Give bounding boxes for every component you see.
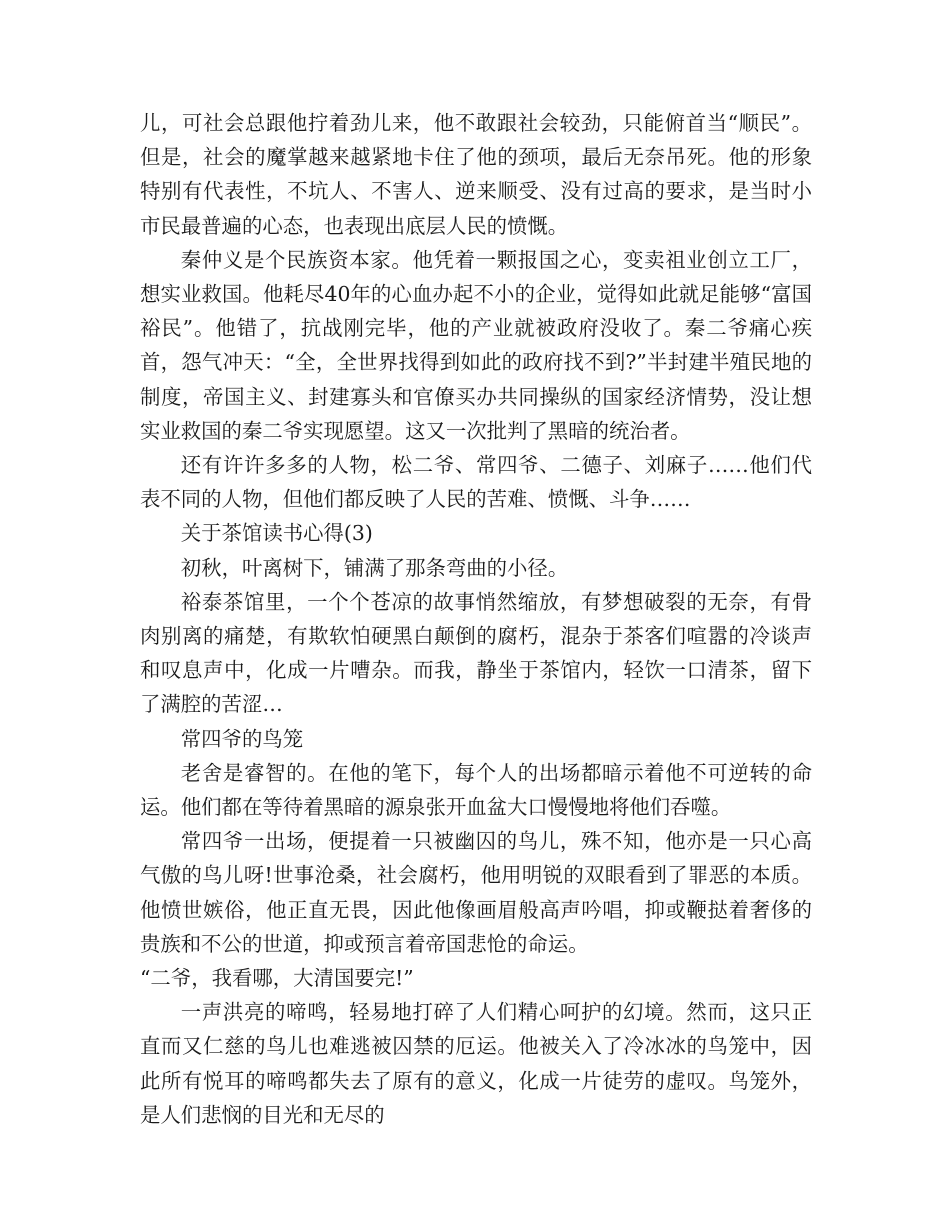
document-page (140, 106, 812, 1132)
paragraph-bird-cry: 一声洪亮的啼鸣，轻易地打碎了人们精心呵护的幻境。然而，这只正直而又仁慈的鸟儿也难逃被囚禁的厄运。他被关入了冷冰冰的鸟笼中，因此所有悦耳的啼鸣都失去了原有的意义，化成一片徒劳的虚叹。鸟笼外，是人们悲悯的目光和无尽的 (140, 1000, 812, 1127)
subheading-birdcage: 常四爷的鸟笼 (180, 726, 304, 751)
quote-line: “二爷，我看哪，大清国要完!” (140, 966, 414, 991)
paragraph-early-autumn: 初秋，叶离树下，铺满了那条弯曲的小径。 (180, 555, 569, 580)
paragraph-lao-she: 老舍是睿智的。在他的笔下，每个人的出场都暗示着他不可逆转的命运。他们都在等待着黑暗的源泉张开血盆大口慢慢地将他们吞噬。 (140, 760, 812, 820)
paragraph-chang-siye: 常四爷一出场，便提着一只被幽囚的鸟儿，殊不知，他亦是一只心高气傲的鸟儿呀!世事沧桑，社会腐朽，他用明锐的双眼看到了罪恶的本质。他愤世嫉俗，他正直无畏，因此他像画眉般高声吟唱，抑或鞭挞着奢侈的贵族和不公的世道，抑或预言着帝国悲怆的命运。 (140, 829, 812, 956)
section-heading: 关于茶馆读书心得(3) (180, 521, 373, 546)
paragraph-yutai-teahouse: 裕泰茶馆里，一个个苍凉的故事悄然缩放，有梦想破裂的无奈，有骨肉别离的痛楚，有欺软怕硬黑白颠倒的腐朽，混杂于茶客们喧嚣的冷谈声和叹息声中，化成一片嘈杂。而我，静坐于茶馆内，轻饮一口清茶，留下了满腔的苦涩… (140, 589, 812, 717)
paragraph-continuation: 儿，可社会总跟他拧着劲儿来，他不敢跟社会较劲，只能俯首当“顺民”。但是，社会的魔掌越来越紧地卡住了他的颈项，最后无奈吊死。他的形象特别有代表性，不坑人、不害人、逆来顺受、没有过高的要求，是当时小市民最普遍的心态，也表现出底层人民的愤慨。 (140, 111, 812, 238)
paragraph-qin-zhongyi: 秦仲义是个民族资本家。他凭着一颗报国之心，变卖祖业创立工厂，想实业救国。他耗尽40年的心血办起不小的企业，觉得如此就足能够“富国裕民”。他错了，抗战刚完毕，他的产业就被政府没收了。秦二爷痛心疾首，怨气冲天：“全，全世界找得到如此的政府找不到?”半封建半殖民地的制度，帝国主义、封建寡头和官僚买办共同操纵的国家经济情势，没让想实业救国的秦二爷实现愿望。这又一次批判了黑暗的统治者。 (140, 247, 812, 443)
paragraph-other-characters: 还有许许多多的人物，松二爷、常四爷、二德子、刘麻子……他们代表不同的人物，但他们都反映了人民的苦难、愤慨、斗争…… (140, 453, 812, 512)
